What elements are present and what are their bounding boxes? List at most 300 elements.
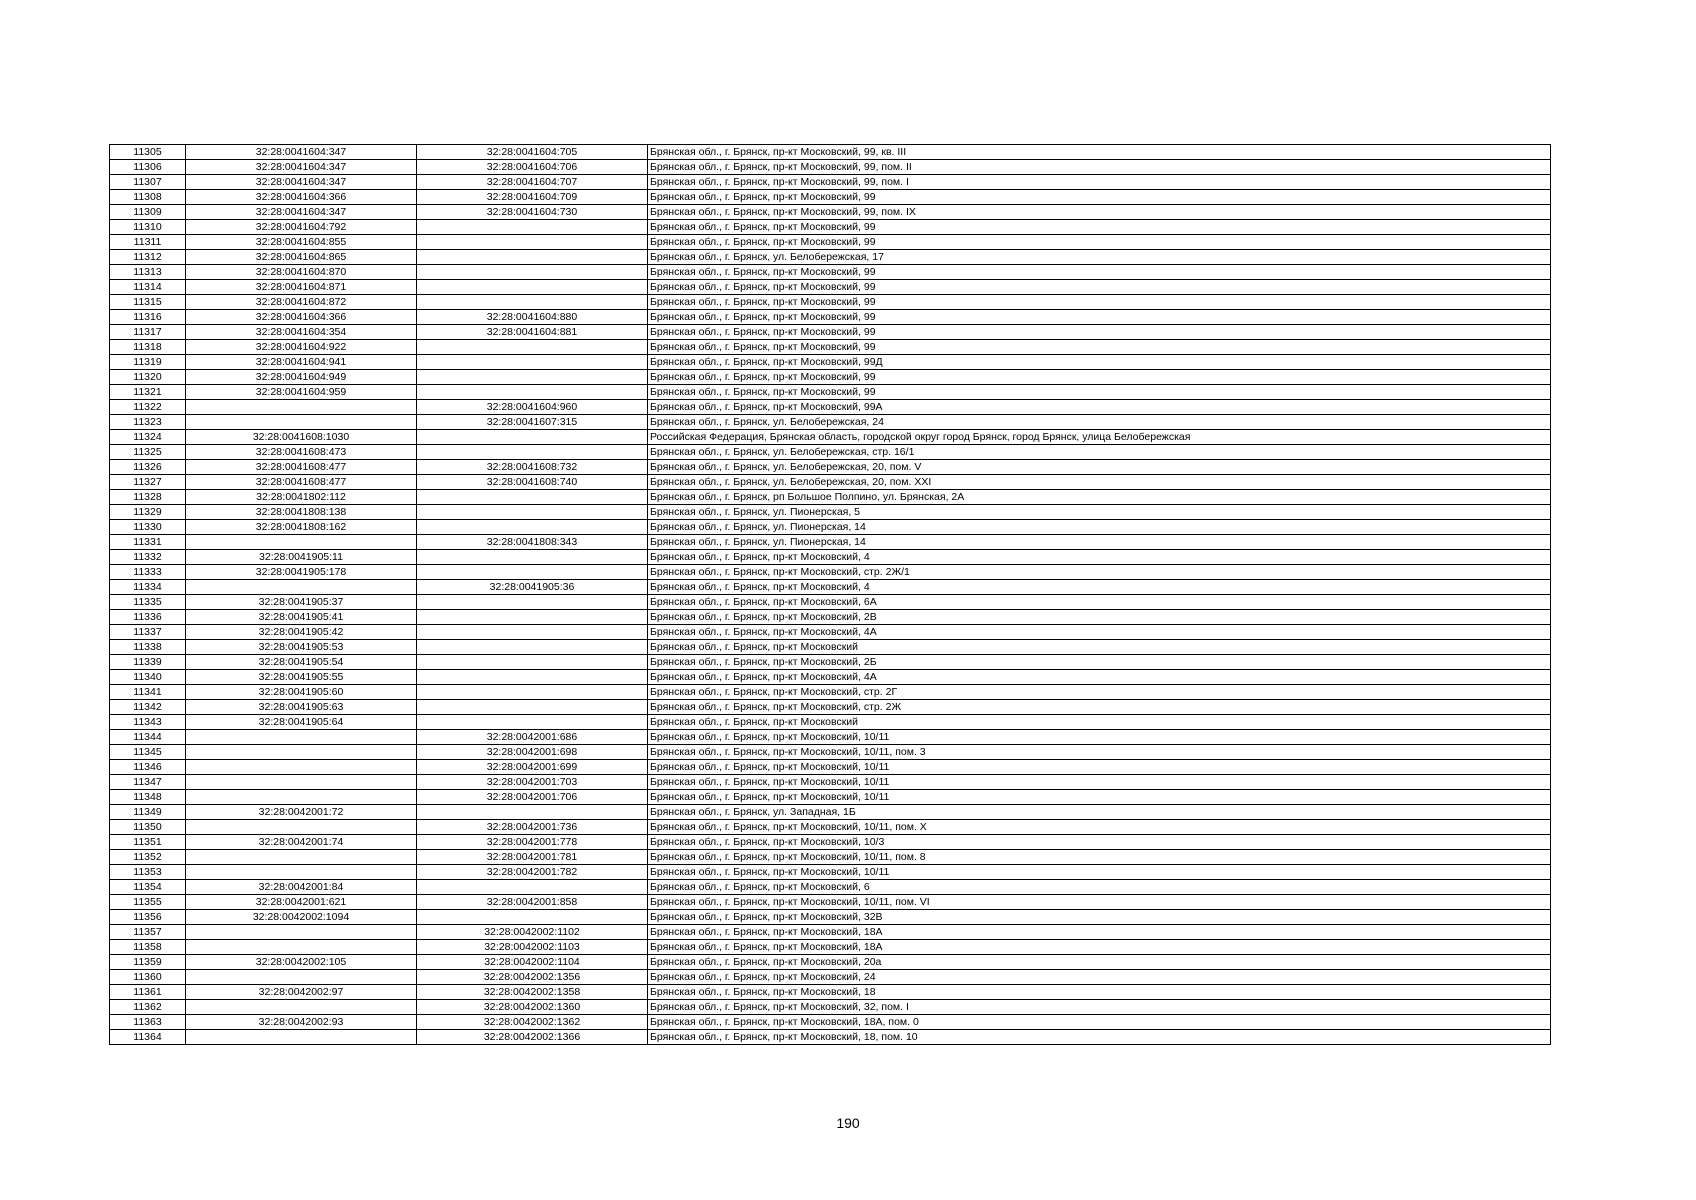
row-number-cell: 11331 — [110, 535, 186, 550]
object-number-cell: 32:28:0042001:686 — [417, 730, 648, 745]
parcel-number-cell: 32:28:0041604:347 — [186, 145, 417, 160]
parcel-number-cell: 32:28:0041608:477 — [186, 475, 417, 490]
row-number-cell: 11349 — [110, 805, 186, 820]
parcel-number-cell — [186, 970, 417, 985]
parcel-number-cell: 32:28:0042001:72 — [186, 805, 417, 820]
table-row — [110, 370, 1551, 385]
table-row — [110, 940, 1551, 955]
object-number-cell — [417, 700, 648, 715]
object-number-cell — [417, 880, 648, 895]
table-row — [110, 250, 1551, 265]
table-row — [110, 340, 1551, 355]
parcel-number-cell: 32:28:0041608:1030 — [186, 430, 417, 445]
table-row — [110, 355, 1551, 370]
address-cell: Брянская обл., г. Брянск, пр-кт Московский, 10/11, пом. 3 — [648, 745, 1551, 760]
row-number-cell: 11330 — [110, 520, 186, 535]
table-row — [110, 460, 1551, 475]
cadastral-table — [109, 144, 1551, 1045]
object-number-cell — [417, 340, 648, 355]
row-number-cell: 11351 — [110, 835, 186, 850]
object-number-cell: 32:28:0041604:730 — [417, 205, 648, 220]
table-row — [110, 490, 1551, 505]
parcel-number-cell — [186, 745, 417, 760]
row-number-cell: 11332 — [110, 550, 186, 565]
parcel-number-cell — [186, 1000, 417, 1015]
row-number-cell: 11344 — [110, 730, 186, 745]
object-number-cell — [417, 220, 648, 235]
table-row — [110, 700, 1551, 715]
address-cell: Российская Федерация, Брянская область, городской округ город Брянск, город Брянск, улица Белобережская — [648, 430, 1551, 445]
parcel-number-cell — [186, 865, 417, 880]
row-number-cell: 11360 — [110, 970, 186, 985]
address-cell: Брянская обл., г. Брянск, ул. Западная, 1Б — [648, 805, 1551, 820]
parcel-number-cell: 32:28:0041604:347 — [186, 205, 417, 220]
row-number-cell: 11346 — [110, 760, 186, 775]
address-cell: Брянская обл., г. Брянск, пр-кт Московский, 99 — [648, 310, 1551, 325]
object-number-cell: 32:28:0042001:698 — [417, 745, 648, 760]
table-row — [110, 1000, 1551, 1015]
address-cell: Брянская обл., г. Брянск, пр-кт Московский, стр. 2Ж — [648, 700, 1551, 715]
table-row — [110, 820, 1551, 835]
object-number-cell: 32:28:0041604:881 — [417, 325, 648, 340]
row-number-cell: 11336 — [110, 610, 186, 625]
parcel-number-cell: 32:28:0041604:366 — [186, 310, 417, 325]
table-row — [110, 610, 1551, 625]
parcel-number-cell: 32:28:0041905:55 — [186, 670, 417, 685]
address-cell: Брянская обл., г. Брянск, пр-кт Московский, 18А — [648, 925, 1551, 940]
row-number-cell: 11340 — [110, 670, 186, 685]
address-cell: Брянская обл., г. Брянск, пр-кт Московский, 10/11 — [648, 760, 1551, 775]
object-number-cell — [417, 910, 648, 925]
address-cell: Брянская обл., г. Брянск, пр-кт Московский, 10/11 — [648, 730, 1551, 745]
address-cell: Брянская обл., г. Брянск, пр-кт Московский, 99Д — [648, 355, 1551, 370]
parcel-number-cell: 32:28:0041808:162 — [186, 520, 417, 535]
address-cell: Брянская обл., г. Брянск, пр-кт Московский, 99 — [648, 385, 1551, 400]
table-row — [110, 535, 1551, 550]
row-number-cell: 11354 — [110, 880, 186, 895]
row-number-cell: 11342 — [110, 700, 186, 715]
address-cell: Брянская обл., г. Брянск, пр-кт Московский, 99 — [648, 190, 1551, 205]
address-cell: Брянская обл., г. Брянск, пр-кт Московский, 18 — [648, 985, 1551, 1000]
parcel-number-cell — [186, 940, 417, 955]
parcel-number-cell: 32:28:0041604:949 — [186, 370, 417, 385]
address-cell: Брянская обл., г. Брянск, пр-кт Московский, 10/11 — [648, 790, 1551, 805]
table-body — [110, 145, 1551, 1045]
parcel-number-cell: 32:28:0041604:354 — [186, 325, 417, 340]
address-cell: Брянская обл., г. Брянск, пр-кт Московский, 10/11, пом. X — [648, 820, 1551, 835]
table-row — [110, 880, 1551, 895]
row-number-cell: 11338 — [110, 640, 186, 655]
table-row — [110, 550, 1551, 565]
parcel-number-cell: 32:28:0041604:792 — [186, 220, 417, 235]
row-number-cell: 11320 — [110, 370, 186, 385]
object-number-cell: 32:28:0041604:709 — [417, 190, 648, 205]
object-number-cell — [417, 595, 648, 610]
object-number-cell — [417, 550, 648, 565]
address-cell: Брянская обл., г. Брянск, пр-кт Московский, 2В — [648, 610, 1551, 625]
row-number-cell: 11305 — [110, 145, 186, 160]
object-number-cell: 32:28:0041905:36 — [417, 580, 648, 595]
parcel-number-cell: 32:28:0041905:63 — [186, 700, 417, 715]
object-number-cell: 32:28:0041808:343 — [417, 535, 648, 550]
table-row — [110, 505, 1551, 520]
address-cell: Брянская обл., г. Брянск, пр-кт Московский, 99, кв. III — [648, 145, 1551, 160]
address-cell: Брянская обл., г. Брянск, ул. Пионерская, 14 — [648, 520, 1551, 535]
table-row — [110, 175, 1551, 190]
table-row — [110, 910, 1551, 925]
object-number-cell: 32:28:0042001:703 — [417, 775, 648, 790]
address-cell: Брянская обл., г. Брянск, пр-кт Московский, 99, пом. II — [648, 160, 1551, 175]
row-number-cell: 11335 — [110, 595, 186, 610]
parcel-number-cell — [186, 925, 417, 940]
object-number-cell — [417, 805, 648, 820]
table-row — [110, 325, 1551, 340]
table-row — [110, 385, 1551, 400]
parcel-number-cell: 32:28:0041604:870 — [186, 265, 417, 280]
address-cell: Брянская обл., г. Брянск, пр-кт Московский, 32, пом. I — [648, 1000, 1551, 1015]
parcel-number-cell: 32:28:0041905:54 — [186, 655, 417, 670]
parcel-number-cell: 32:28:0041905:60 — [186, 685, 417, 700]
table-row — [110, 850, 1551, 865]
table-row — [110, 955, 1551, 970]
parcel-number-cell — [186, 1030, 417, 1045]
row-number-cell: 11324 — [110, 430, 186, 445]
parcel-number-cell: 32:28:0042001:621 — [186, 895, 417, 910]
table-row — [110, 625, 1551, 640]
object-number-cell — [417, 670, 648, 685]
parcel-number-cell: 32:28:0041905:53 — [186, 640, 417, 655]
address-cell: Брянская обл., г. Брянск, пр-кт Московский, 4А — [648, 670, 1551, 685]
address-cell: Брянская обл., г. Брянск, пр-кт Московский, стр. 2Г — [648, 685, 1551, 700]
table-row — [110, 280, 1551, 295]
parcel-number-cell: 32:28:0042001:84 — [186, 880, 417, 895]
address-cell: Брянская обл., г. Брянск, рп Большое Полпино, ул. Брянская, 2А — [648, 490, 1551, 505]
parcel-number-cell: 32:28:0041905:37 — [186, 595, 417, 610]
address-cell: Брянская обл., г. Брянск, пр-кт Московский, стр. 2Ж/1 — [648, 565, 1551, 580]
address-cell: Брянская обл., г. Брянск, пр-кт Московский, 6 — [648, 880, 1551, 895]
table-row — [110, 925, 1551, 940]
row-number-cell: 11348 — [110, 790, 186, 805]
address-cell: Брянская обл., г. Брянск, пр-кт Московский, 99 — [648, 265, 1551, 280]
address-cell: Брянская обл., г. Брянск, пр-кт Московский, 4 — [648, 580, 1551, 595]
object-number-cell: 32:28:0042001:778 — [417, 835, 648, 850]
parcel-number-cell: 32:28:0041905:42 — [186, 625, 417, 640]
address-cell: Брянская обл., г. Брянск, пр-кт Московский, 10/11, пом. 8 — [648, 850, 1551, 865]
address-cell: Брянская обл., г. Брянск, пр-кт Московский, 18А — [648, 940, 1551, 955]
address-cell: Брянская обл., г. Брянск, пр-кт Московский, 18А, пом. 0 — [648, 1015, 1551, 1030]
table-row — [110, 715, 1551, 730]
parcel-number-cell — [186, 790, 417, 805]
table-row — [110, 970, 1551, 985]
object-number-cell: 32:28:0042002:1102 — [417, 925, 648, 940]
parcel-number-cell: 32:28:0041802:112 — [186, 490, 417, 505]
table-row — [110, 430, 1551, 445]
object-number-cell: 32:28:0042002:1362 — [417, 1015, 648, 1030]
address-cell: Брянская обл., г. Брянск, ул. Белобережская, стр. 16/1 — [648, 445, 1551, 460]
parcel-number-cell — [186, 535, 417, 550]
object-number-cell: 32:28:0041604:705 — [417, 145, 648, 160]
object-number-cell — [417, 370, 648, 385]
address-cell: Брянская обл., г. Брянск, пр-кт Московский, 32В — [648, 910, 1551, 925]
parcel-number-cell: 32:28:0041608:473 — [186, 445, 417, 460]
row-number-cell: 11362 — [110, 1000, 186, 1015]
object-number-cell — [417, 520, 648, 535]
row-number-cell: 11328 — [110, 490, 186, 505]
object-number-cell — [417, 625, 648, 640]
object-number-cell — [417, 430, 648, 445]
parcel-number-cell — [186, 775, 417, 790]
object-number-cell — [417, 355, 648, 370]
object-number-cell — [417, 565, 648, 580]
object-number-cell: 32:28:0042002:1104 — [417, 955, 648, 970]
row-number-cell: 11339 — [110, 655, 186, 670]
parcel-number-cell — [186, 415, 417, 430]
row-number-cell: 11315 — [110, 295, 186, 310]
address-cell: Брянская обл., г. Брянск, пр-кт Московский, 20а — [648, 955, 1551, 970]
parcel-number-cell — [186, 400, 417, 415]
table-row — [110, 475, 1551, 490]
address-cell: Брянская обл., г. Брянск, пр-кт Московский, 24 — [648, 970, 1551, 985]
address-cell: Брянская обл., г. Брянск, пр-кт Московский, 99 — [648, 295, 1551, 310]
address-cell: Брянская обл., г. Брянск, пр-кт Московский, 99 — [648, 280, 1551, 295]
object-number-cell: 32:28:0042002:1360 — [417, 1000, 648, 1015]
parcel-number-cell: 32:28:0041604:959 — [186, 385, 417, 400]
row-number-cell: 11347 — [110, 775, 186, 790]
address-cell: Брянская обл., г. Брянск, пр-кт Московский, 99 — [648, 220, 1551, 235]
parcel-number-cell — [186, 820, 417, 835]
table-row — [110, 400, 1551, 415]
table-row — [110, 220, 1551, 235]
address-cell: Брянская обл., г. Брянск, пр-кт Московский, 10/11, пом. VI — [648, 895, 1551, 910]
row-number-cell: 11363 — [110, 1015, 186, 1030]
table-row — [110, 310, 1551, 325]
object-number-cell — [417, 250, 648, 265]
object-number-cell — [417, 235, 648, 250]
row-number-cell: 11321 — [110, 385, 186, 400]
parcel-number-cell: 32:28:0041905:178 — [186, 565, 417, 580]
parcel-number-cell: 32:28:0041604:922 — [186, 340, 417, 355]
table-row — [110, 520, 1551, 535]
address-cell: Брянская обл., г. Брянск, ул. Пионерская, 14 — [648, 535, 1551, 550]
object-number-cell — [417, 445, 648, 460]
row-number-cell: 11308 — [110, 190, 186, 205]
row-number-cell: 11306 — [110, 160, 186, 175]
address-cell: Брянская обл., г. Брянск, пр-кт Московский, 18, пом. 10 — [648, 1030, 1551, 1045]
row-number-cell: 11361 — [110, 985, 186, 1000]
row-number-cell: 11310 — [110, 220, 186, 235]
address-cell: Брянская обл., г. Брянск, ул. Пионерская, 5 — [648, 505, 1551, 520]
address-cell: Брянская обл., г. Брянск, ул. Белобережская, 20, пом. XXI — [648, 475, 1551, 490]
table-row — [110, 205, 1551, 220]
address-cell: Брянская обл., г. Брянск, пр-кт Московский, 99 — [648, 235, 1551, 250]
parcel-number-cell — [186, 730, 417, 745]
object-number-cell — [417, 610, 648, 625]
table-row — [110, 415, 1551, 430]
address-cell: Брянская обл., г. Брянск, пр-кт Московский, 99 — [648, 340, 1551, 355]
table-row — [110, 1015, 1551, 1030]
table-row — [110, 985, 1551, 1000]
row-number-cell: 11343 — [110, 715, 186, 730]
address-cell: Брянская обл., г. Брянск, ул. Белобережская, 24 — [648, 415, 1551, 430]
object-number-cell: 32:28:0041604:707 — [417, 175, 648, 190]
address-cell: Брянская обл., г. Брянск, пр-кт Московский, 2Б — [648, 655, 1551, 670]
object-number-cell — [417, 280, 648, 295]
object-number-cell: 32:28:0041608:732 — [417, 460, 648, 475]
table-row — [110, 190, 1551, 205]
parcel-number-cell — [186, 760, 417, 775]
object-number-cell: 32:28:0041604:880 — [417, 310, 648, 325]
row-number-cell: 11322 — [110, 400, 186, 415]
object-number-cell: 32:28:0042002:1366 — [417, 1030, 648, 1045]
row-number-cell: 11364 — [110, 1030, 186, 1045]
row-number-cell: 11345 — [110, 745, 186, 760]
object-number-cell — [417, 385, 648, 400]
table-row — [110, 565, 1551, 580]
table-row — [110, 145, 1551, 160]
parcel-number-cell: 32:28:0042001:74 — [186, 835, 417, 850]
address-cell: Брянская обл., г. Брянск, пр-кт Московский, 99 — [648, 370, 1551, 385]
object-number-cell: 32:28:0042002:1356 — [417, 970, 648, 985]
row-number-cell: 11319 — [110, 355, 186, 370]
table-row — [110, 595, 1551, 610]
row-number-cell: 11307 — [110, 175, 186, 190]
parcel-number-cell: 32:28:0041604:865 — [186, 250, 417, 265]
object-number-cell: 32:28:0042001:858 — [417, 895, 648, 910]
object-number-cell — [417, 685, 648, 700]
address-cell: Брянская обл., г. Брянск, ул. Белобережская, 20, пом. V — [648, 460, 1551, 475]
parcel-number-cell: 32:28:0041604:871 — [186, 280, 417, 295]
parcel-number-cell: 32:28:0042002:105 — [186, 955, 417, 970]
address-cell: Брянская обл., г. Брянск, пр-кт Московский, 99А — [648, 400, 1551, 415]
row-number-cell: 11323 — [110, 415, 186, 430]
object-number-cell: 32:28:0041607:315 — [417, 415, 648, 430]
address-cell: Брянская обл., г. Брянск, пр-кт Московский — [648, 715, 1551, 730]
object-number-cell — [417, 715, 648, 730]
row-number-cell: 11333 — [110, 565, 186, 580]
table-row — [110, 865, 1551, 880]
object-number-cell — [417, 640, 648, 655]
parcel-number-cell: 32:28:0041905:11 — [186, 550, 417, 565]
object-number-cell — [417, 655, 648, 670]
parcel-number-cell: 32:28:0041604:366 — [186, 190, 417, 205]
table-row — [110, 760, 1551, 775]
parcel-number-cell: 32:28:0041808:138 — [186, 505, 417, 520]
row-number-cell: 11325 — [110, 445, 186, 460]
table-row — [110, 775, 1551, 790]
row-number-cell: 11317 — [110, 325, 186, 340]
parcel-number-cell: 32:28:0042002:97 — [186, 985, 417, 1000]
row-number-cell: 11356 — [110, 910, 186, 925]
object-number-cell: 32:28:0042002:1103 — [417, 940, 648, 955]
row-number-cell: 11311 — [110, 235, 186, 250]
row-number-cell: 11358 — [110, 940, 186, 955]
address-cell: Брянская обл., г. Брянск, ул. Белобережская, 17 — [648, 250, 1551, 265]
table-row — [110, 745, 1551, 760]
parcel-number-cell — [186, 580, 417, 595]
parcel-number-cell: 32:28:0041604:855 — [186, 235, 417, 250]
row-number-cell: 11318 — [110, 340, 186, 355]
table-row — [110, 730, 1551, 745]
row-number-cell: 11334 — [110, 580, 186, 595]
address-cell: Брянская обл., г. Брянск, пр-кт Московский, 10/11 — [648, 775, 1551, 790]
address-cell: Брянская обл., г. Брянск, пр-кт Московский, 4А — [648, 625, 1551, 640]
object-number-cell: 32:28:0041608:740 — [417, 475, 648, 490]
row-number-cell: 11314 — [110, 280, 186, 295]
parcel-number-cell: 32:28:0041604:347 — [186, 160, 417, 175]
row-number-cell: 11316 — [110, 310, 186, 325]
table-row — [110, 895, 1551, 910]
table-row — [110, 655, 1551, 670]
object-number-cell: 32:28:0042001:782 — [417, 865, 648, 880]
address-cell: Брянская обл., г. Брянск, пр-кт Московский — [648, 640, 1551, 655]
table-row — [110, 580, 1551, 595]
row-number-cell: 11312 — [110, 250, 186, 265]
parcel-number-cell: 32:28:0041905:41 — [186, 610, 417, 625]
row-number-cell: 11309 — [110, 205, 186, 220]
parcel-number-cell — [186, 850, 417, 865]
address-cell: Брянская обл., г. Брянск, пр-кт Московский, 99, пом. IX — [648, 205, 1551, 220]
table-row — [110, 790, 1551, 805]
object-number-cell — [417, 295, 648, 310]
table-row — [110, 805, 1551, 820]
table-row — [110, 295, 1551, 310]
row-number-cell: 11313 — [110, 265, 186, 280]
object-number-cell: 32:28:0042001:736 — [417, 820, 648, 835]
object-number-cell: 32:28:0042001:781 — [417, 850, 648, 865]
table-row — [110, 685, 1551, 700]
row-number-cell: 11355 — [110, 895, 186, 910]
table-row — [110, 640, 1551, 655]
parcel-number-cell: 32:28:0041604:872 — [186, 295, 417, 310]
object-number-cell: 32:28:0042001:699 — [417, 760, 648, 775]
table-row — [110, 265, 1551, 280]
row-number-cell: 11352 — [110, 850, 186, 865]
object-number-cell — [417, 265, 648, 280]
table-row — [110, 1030, 1551, 1045]
table-row — [110, 445, 1551, 460]
row-number-cell: 11326 — [110, 460, 186, 475]
table-row — [110, 235, 1551, 250]
row-number-cell: 11353 — [110, 865, 186, 880]
address-cell: Брянская обл., г. Брянск, пр-кт Московский, 99 — [648, 325, 1551, 340]
row-number-cell: 11341 — [110, 685, 186, 700]
address-cell: Брянская обл., г. Брянск, пр-кт Московский, 10/11 — [648, 865, 1551, 880]
row-number-cell: 11337 — [110, 625, 186, 640]
object-number-cell: 32:28:0041604:960 — [417, 400, 648, 415]
parcel-number-cell: 32:28:0042002:93 — [186, 1015, 417, 1030]
table-row — [110, 160, 1551, 175]
row-number-cell: 11329 — [110, 505, 186, 520]
parcel-number-cell: 32:28:0041604:347 — [186, 175, 417, 190]
table-row — [110, 670, 1551, 685]
object-number-cell: 32:28:0042002:1358 — [417, 985, 648, 1000]
parcel-number-cell: 32:28:0041905:64 — [186, 715, 417, 730]
address-cell: Брянская обл., г. Брянск, пр-кт Московский, 10/3 — [648, 835, 1551, 850]
table-row — [110, 835, 1551, 850]
address-cell: Брянская обл., г. Брянск, пр-кт Московский, 99, пом. I — [648, 175, 1551, 190]
parcel-number-cell: 32:28:0041608:477 — [186, 460, 417, 475]
address-cell: Брянская обл., г. Брянск, пр-кт Московский, 4 — [648, 550, 1551, 565]
page-number: 190 — [836, 1115, 860, 1131]
parcel-number-cell: 32:28:0041604:941 — [186, 355, 417, 370]
row-number-cell: 11350 — [110, 820, 186, 835]
row-number-cell: 11359 — [110, 955, 186, 970]
object-number-cell: 32:28:0042001:706 — [417, 790, 648, 805]
address-cell: Брянская обл., г. Брянск, пр-кт Московский, 6А — [648, 595, 1551, 610]
object-number-cell — [417, 505, 648, 520]
row-number-cell: 11357 — [110, 925, 186, 940]
object-number-cell — [417, 490, 648, 505]
